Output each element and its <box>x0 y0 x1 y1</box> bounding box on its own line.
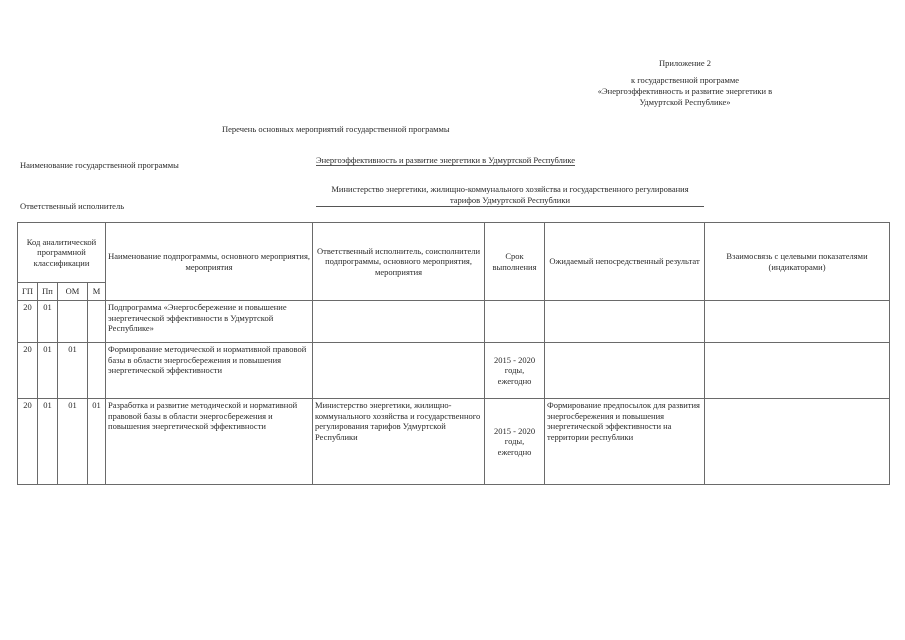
row-2-gp: 20 <box>18 343 38 399</box>
document-title: Перечень основных мероприятий государственной программы <box>222 124 450 134</box>
row-2-m <box>88 343 106 399</box>
header-result: Ожидаемый непосредственный результат <box>545 223 705 301</box>
row-3-om: 01 <box>58 399 88 485</box>
row-3-relation <box>705 399 890 485</box>
appendix-line-4: Удмуртской Республике» <box>639 97 731 107</box>
header-responsible: Ответственный исполнитель, соисполнители подпрограммы, основного мероприятия, мероприятия <box>313 223 485 301</box>
row-3-responsible: Министерство энергетики, жилищно-коммунального хозяйства и государственного регулирования тарифов Удмуртской Республики <box>313 399 485 485</box>
row-3-gp: 20 <box>18 399 38 485</box>
header-name: Наименование подпрограммы, основного мероприятия, мероприятия <box>106 223 313 301</box>
row-2-pp: 01 <box>38 343 58 399</box>
header-code: Код аналитической программной классификации <box>18 223 106 283</box>
header-om: ОМ <box>58 283 88 301</box>
row-2-om: 01 <box>58 343 88 399</box>
row-1-relation <box>705 301 890 343</box>
row-3-result: Формирование предпосылок для развития энергосбережения и повышения энергетической эффективности на территории республики <box>545 399 705 485</box>
appendix-line-2: к государственной программе <box>630 75 740 85</box>
table-header-row <box>18 223 890 283</box>
table-row <box>18 399 890 485</box>
header-relation: Взаимосвязь с целевыми показателями (индикаторами) <box>705 223 890 301</box>
row-3-pp: 01 <box>38 399 58 485</box>
row-1-responsible <box>313 301 485 343</box>
appendix-line-3: «Энергоэффективность и развитие энергетики в <box>597 86 773 96</box>
row-2-responsible <box>313 343 485 399</box>
row-1-term <box>485 301 545 343</box>
program-label: Наименование государственной программы <box>20 160 179 170</box>
row-1-pp: 01 <box>38 301 58 343</box>
table-row <box>18 301 890 343</box>
row-1-result <box>545 301 705 343</box>
header-m: М <box>88 283 106 301</box>
executor-label: Ответственный исполнитель <box>20 201 125 211</box>
row-2-relation <box>705 343 890 399</box>
header-term: Срок выполнения <box>485 223 545 301</box>
header-pp: Пп <box>38 283 58 301</box>
row-3-m: 01 <box>88 399 106 485</box>
row-1-gp: 20 <box>18 301 38 343</box>
appendix-heading <box>560 58 810 108</box>
row-3-term: 2015 - 2020 годы, ежегодно <box>485 399 545 485</box>
table-row <box>18 343 890 399</box>
row-1-name: Подпрограмма «Энергосбережение и повышение энергетической эффективности в Удмуртской Республике» <box>106 301 313 343</box>
header-gp: ГП <box>18 283 38 301</box>
row-2-result <box>545 343 705 399</box>
row-1-om <box>58 301 88 343</box>
activities-table <box>17 222 890 485</box>
program-value: Энергоэффективность и развитие энергетики в Удмуртской Республике <box>316 155 576 165</box>
executor-value: Министерство энергетики, жилищно-коммунального хозяйства и государственного регулирования тарифов Удмуртской Республики <box>316 184 704 207</box>
row-2-name: Формирование методической и нормативной правовой базы в области энергосбережения и повышения энергетической эффективности <box>106 343 313 399</box>
row-2-term: 2015 - 2020 годы, ежегодно <box>485 343 545 399</box>
row-3-name: Разработка и развитие методической и нормативной правовой базы в области энергосбережения и повышения энергетической эффективности <box>106 399 313 485</box>
row-1-m <box>88 301 106 343</box>
appendix-line-1: Приложение 2 <box>659 58 711 68</box>
